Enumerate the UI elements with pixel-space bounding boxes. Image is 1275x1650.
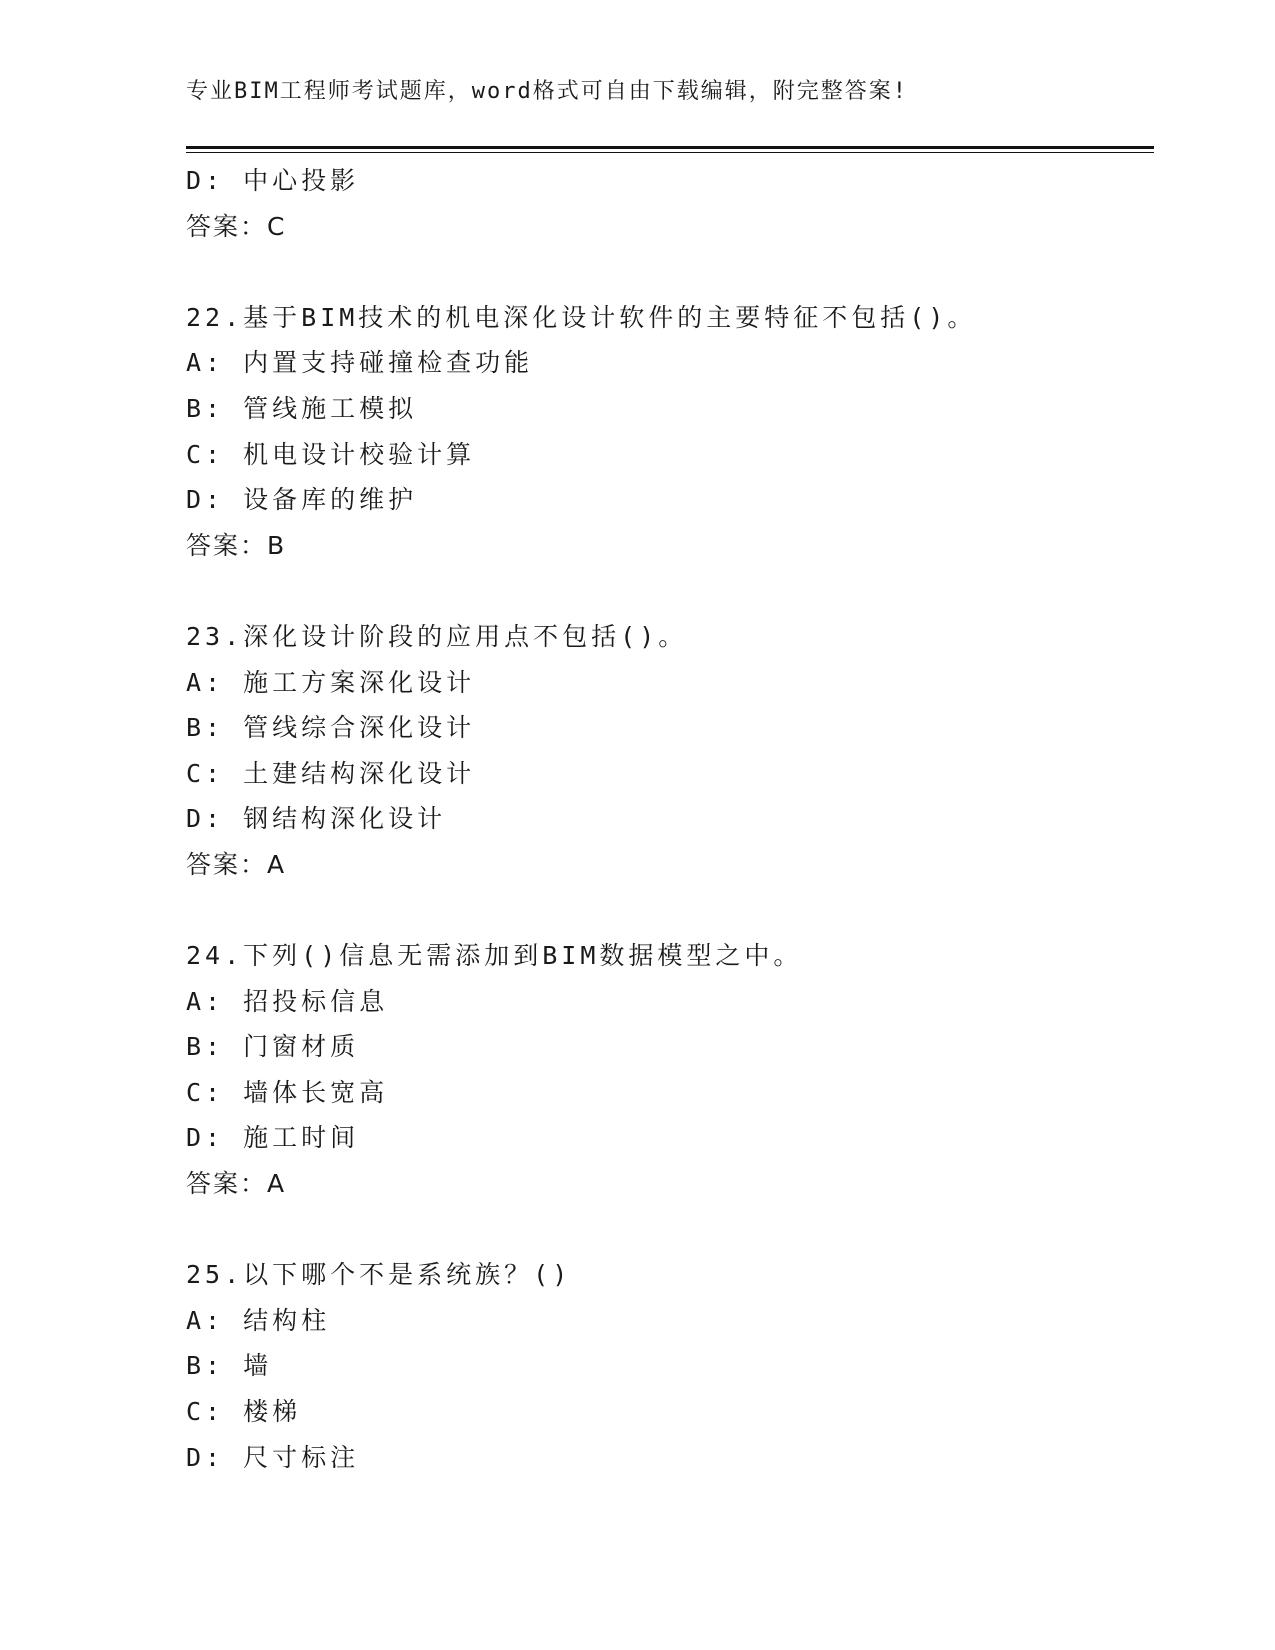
question-25-option-c: C: 楼梯 xyxy=(186,1397,302,1427)
spacer xyxy=(186,888,1146,934)
question-22-option-d: D: 设备库的维护 xyxy=(186,485,418,515)
question-list xyxy=(186,158,1146,1480)
question-23-stem: 23.深化设计阶段的应用点不包括()。 xyxy=(186,621,688,651)
question-25-option-b: B: 墙 xyxy=(186,1351,273,1381)
question-23-option-d: D: 钢结构深化设计 xyxy=(186,804,447,834)
option-d: D: 中心投影 xyxy=(186,166,360,195)
question-24-option-a: A: 招投标信息 xyxy=(186,986,389,1016)
question-23-option-a: A: 施工方案深化设计 xyxy=(186,667,476,697)
question-22-answer: 答案：B xyxy=(186,530,287,560)
question-24-option-b: B: 门窗材质 xyxy=(186,1032,360,1062)
header-rule-thin xyxy=(186,152,1154,153)
question-25-option-a: A: 结构柱 xyxy=(186,1305,331,1335)
header-rule-thick xyxy=(186,146,1154,149)
spacer xyxy=(186,1207,1146,1253)
page-header-title: 专业BIM工程师考试题库，word格式可自由下载编辑，附完整答案! xyxy=(186,79,908,104)
question-24-option-c: C: 墙体长宽高 xyxy=(186,1077,389,1107)
spacer xyxy=(186,249,1146,295)
question-22-option-a: A: 内置支持碰撞检查功能 xyxy=(186,348,534,378)
question-23-option-b: B: 管线综合深化设计 xyxy=(186,713,476,743)
question-23-option-c: C: 土建结构深化设计 xyxy=(186,758,476,788)
question-24-stem: 24.下列()信息无需添加到BIM数据模型之中。 xyxy=(186,941,803,971)
answer-line: 答案：C xyxy=(186,211,287,241)
question-23-answer: 答案：A xyxy=(186,849,287,879)
question-22-stem: 22.基于BIM技术的机电深化设计软件的主要特征不包括()。 xyxy=(186,302,977,332)
spacer xyxy=(186,568,1146,614)
question-24-option-d: D: 施工时间 xyxy=(186,1123,360,1153)
question-25-stem: 25.以下哪个不是系统族？() xyxy=(186,1260,572,1290)
question-22-option-c: C: 机电设计校验计算 xyxy=(186,439,476,469)
question-22-option-b: B: 管线施工模拟 xyxy=(186,393,418,423)
question-25-option-d: D: 尺寸标注 xyxy=(186,1442,360,1472)
question-24-answer: 答案：A xyxy=(186,1169,287,1199)
